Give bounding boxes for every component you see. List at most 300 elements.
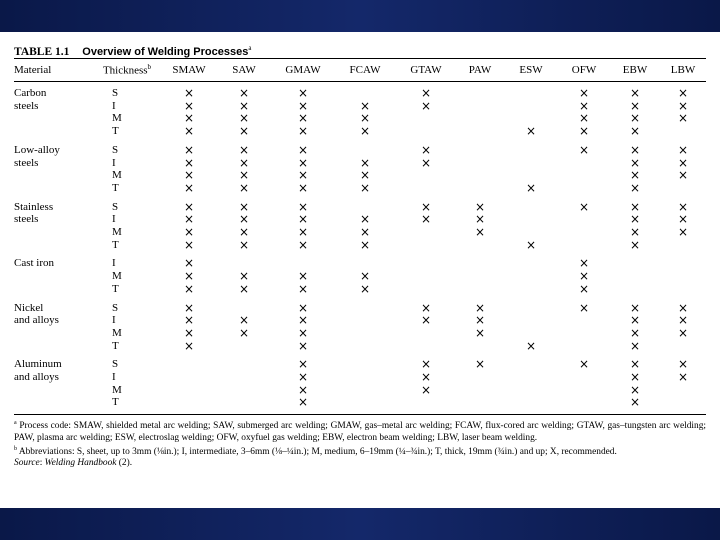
recommended-mark: ×: [359, 98, 371, 113]
recommended-mark: ×: [297, 212, 309, 227]
process-cell-esw: [504, 126, 558, 139]
recommended-mark: ×: [629, 395, 641, 410]
thickness-cell: S: [112, 200, 119, 213]
recommended-mark: ×: [297, 382, 309, 397]
table-body: [14, 82, 706, 415]
recommended-mark: ×: [629, 155, 641, 170]
recommended-mark: ×: [297, 98, 309, 113]
process-cell-ebw: [610, 252, 660, 271]
process-cell-lbw: [660, 170, 706, 183]
recommended-mark: ×: [420, 370, 432, 385]
recommended-mark: ×: [629, 168, 641, 183]
recommended-mark: ×: [578, 281, 590, 296]
material-cell: and alloys: [14, 314, 59, 327]
process-cell-gtaw: [396, 98, 456, 114]
recommended-mark: ×: [238, 225, 250, 240]
process-cell-ofw: [558, 281, 610, 297]
thickness-cell: M: [112, 326, 122, 339]
recommended-mark: ×: [677, 357, 689, 372]
recommended-mark: ×: [297, 180, 309, 195]
recommended-mark: ×: [238, 155, 250, 170]
top-border-band: [0, 0, 720, 32]
process-cell-gtaw: [396, 397, 456, 414]
thickness-cell: M: [112, 112, 122, 125]
process-cell-fcaw: [334, 397, 396, 414]
process-cell-ofw: [558, 397, 610, 414]
recommended-mark: ×: [677, 225, 689, 240]
process-cell-gtaw: [396, 271, 456, 284]
process-cell-saw: [216, 397, 272, 414]
material-cell: Aluminum: [14, 358, 62, 371]
recommended-mark: ×: [183, 155, 195, 170]
process-cell-ebw: [610, 284, 660, 297]
table-caption: [14, 40, 706, 56]
table-row: [14, 341, 706, 354]
table-row: [14, 183, 706, 196]
process-cell-fcaw: [334, 126, 396, 139]
recommended-mark: ×: [578, 199, 590, 214]
process-cell-lbw: [660, 126, 706, 139]
process-cell-smaw: [162, 281, 216, 297]
process-cell-gtaw: [396, 170, 456, 183]
recommended-mark: ×: [629, 180, 641, 195]
slide-content: [0, 32, 720, 508]
thickness-cell: S: [112, 301, 119, 314]
material-cell: steels: [14, 213, 39, 226]
process-cell-smaw: [162, 126, 216, 139]
recommended-mark: ×: [420, 212, 432, 227]
process-cell-gtaw: [396, 240, 456, 253]
recommended-mark: ×: [183, 168, 195, 183]
recommended-mark: ×: [359, 111, 371, 126]
recommended-mark: ×: [183, 199, 195, 214]
process-cell-ofw: [558, 183, 610, 196]
recommended-mark: ×: [629, 124, 641, 139]
recommended-mark: ×: [238, 180, 250, 195]
recommended-mark: ×: [238, 199, 250, 214]
recommended-mark: ×: [359, 269, 371, 284]
recommended-mark: ×: [677, 98, 689, 113]
thickness-cell: M: [112, 226, 122, 239]
process-cell-fcaw: [334, 297, 396, 316]
process-cell-paw: [456, 227, 504, 240]
recommended-mark: ×: [677, 313, 689, 328]
process-cell-ofw: [558, 315, 610, 328]
source-label: Source: [14, 458, 40, 469]
process-header-paw: PAW: [456, 59, 504, 82]
thickness-cell: S: [112, 87, 119, 99]
recommended-mark: ×: [183, 86, 195, 100]
process-cell-fcaw: [334, 315, 396, 328]
process-cell-gtaw: [396, 382, 456, 398]
footnote-a: [14, 418, 706, 444]
process-cell-smaw: [162, 353, 216, 372]
process-cell-lbw: [660, 227, 706, 240]
thickness-cell: I: [112, 213, 116, 226]
footnote-b-mark: b: [14, 445, 17, 452]
material-cell: [14, 284, 92, 297]
recommended-mark: ×: [474, 325, 486, 340]
thickness-cell: M: [112, 383, 122, 396]
process-cell-paw: [456, 158, 504, 171]
process-cell-esw: [504, 284, 558, 297]
process-cell-ofw: [558, 139, 610, 158]
bottom-border-band: [0, 508, 720, 540]
recommended-mark: ×: [238, 212, 250, 227]
recommended-mark: ×: [238, 281, 250, 296]
recommended-mark: ×: [677, 325, 689, 340]
recommended-mark: ×: [359, 225, 371, 240]
process-cell-lbw: [660, 341, 706, 354]
process-cell-ofw: [558, 353, 610, 372]
thickness-cell: S: [112, 143, 119, 156]
recommended-mark: ×: [629, 300, 641, 315]
table-row: [14, 297, 706, 316]
process-cell-saw: [216, 180, 272, 196]
recommended-mark: ×: [183, 225, 195, 240]
process-cell-gtaw: [396, 315, 456, 328]
process-cell-esw: [504, 271, 558, 284]
process-cell-esw: [504, 196, 558, 215]
recommended-mark: ×: [297, 225, 309, 240]
recommended-mark: ×: [297, 300, 309, 315]
table-row: [14, 397, 706, 414]
process-cell-fcaw: [334, 180, 396, 196]
process-cell-esw: [504, 397, 558, 414]
recommended-mark: ×: [183, 111, 195, 126]
recommended-mark: ×: [238, 313, 250, 328]
recommended-mark: ×: [297, 86, 309, 100]
process-cell-paw: [456, 385, 504, 398]
recommended-mark: ×: [238, 98, 250, 113]
process-cell-paw: [456, 183, 504, 196]
process-cell-gtaw: [396, 328, 456, 341]
recommended-mark: ×: [420, 86, 432, 100]
recommended-mark: ×: [297, 313, 309, 328]
thickness-cell: T: [112, 396, 119, 409]
recommended-mark: ×: [420, 357, 432, 372]
process-cell-gmaw: [272, 180, 334, 196]
process-cell-gtaw: [396, 214, 456, 227]
material-header: Material: [14, 59, 92, 82]
process-cell-ebw: [610, 397, 660, 414]
recommended-mark: ×: [629, 325, 641, 340]
recommended-mark: ×: [297, 168, 309, 183]
recommended-mark: ×: [297, 237, 309, 252]
recommended-mark: ×: [578, 256, 590, 271]
recommended-mark: ×: [578, 86, 590, 100]
process-cell-lbw: [660, 284, 706, 297]
process-cell-ebw: [610, 338, 660, 354]
recommended-mark: ×: [578, 269, 590, 284]
process-cell-smaw: [162, 338, 216, 354]
recommended-mark: ×: [359, 212, 371, 227]
recommended-mark: ×: [629, 338, 641, 353]
process-cell-saw: [216, 325, 272, 341]
process-cell-lbw: [660, 385, 706, 398]
process-cell-saw: [216, 341, 272, 354]
table-header-row: [14, 59, 706, 82]
recommended-mark: ×: [238, 237, 250, 252]
process-cell-fcaw: [334, 281, 396, 297]
recommended-mark: ×: [474, 357, 486, 372]
material-cell: [14, 170, 92, 183]
process-cell-ofw: [558, 126, 610, 139]
process-cell-ofw: [558, 240, 610, 253]
process-header-esw: ESW: [504, 59, 558, 82]
process-cell-paw: [456, 372, 504, 385]
recommended-mark: ×: [629, 370, 641, 385]
recommended-mark: ×: [420, 313, 432, 328]
thickness-cell: T: [112, 282, 119, 295]
recommended-mark: ×: [297, 395, 309, 410]
recommended-mark: ×: [359, 237, 371, 252]
recommended-mark: ×: [474, 199, 486, 214]
process-cell-fcaw: [334, 328, 396, 341]
recommended-mark: ×: [297, 338, 309, 353]
process-cell-paw: [456, 139, 504, 158]
process-header-ebw: EBW: [610, 59, 660, 82]
process-cell-esw: [504, 315, 558, 328]
recommended-mark: ×: [183, 338, 195, 353]
process-cell-ebw: [610, 271, 660, 284]
process-cell-gtaw: [396, 341, 456, 354]
material-cell: Carbon: [14, 87, 47, 99]
process-cell-gtaw: [396, 252, 456, 271]
thickness-cell: I: [112, 257, 116, 270]
recommended-mark: ×: [525, 338, 537, 353]
recommended-mark: ×: [578, 357, 590, 372]
process-cell-gmaw: [272, 281, 334, 297]
recommended-mark: ×: [238, 111, 250, 126]
process-cell-lbw: [660, 113, 706, 126]
process-cell-saw: [216, 237, 272, 253]
process-cell-lbw: [660, 240, 706, 253]
process-cell-esw: [504, 353, 558, 372]
recommended-mark: ×: [677, 212, 689, 227]
recommended-mark: ×: [677, 300, 689, 315]
recommended-mark: ×: [297, 325, 309, 340]
process-cell-ofw: [558, 297, 610, 316]
recommended-mark: ×: [677, 199, 689, 214]
process-cell-ofw: [558, 385, 610, 398]
material-cell: [14, 341, 92, 354]
material-cell: [14, 126, 92, 139]
process-cell-ebw: [610, 237, 660, 253]
recommended-mark: ×: [420, 300, 432, 315]
process-cell-fcaw: [334, 385, 396, 398]
recommended-mark: ×: [297, 269, 309, 284]
recommended-mark: ×: [629, 313, 641, 328]
recommended-mark: ×: [238, 269, 250, 284]
process-cell-paw: [456, 113, 504, 126]
recommended-mark: ×: [629, 199, 641, 214]
recommended-mark: ×: [183, 124, 195, 139]
recommended-mark: ×: [629, 225, 641, 240]
recommended-mark: ×: [677, 168, 689, 183]
footnote-b: [14, 444, 706, 458]
title-footnote-mark: a: [248, 44, 252, 52]
table-row: [14, 126, 706, 139]
recommended-mark: ×: [297, 155, 309, 170]
process-cell-saw: [216, 385, 272, 398]
recommended-mark: ×: [629, 86, 641, 100]
process-header-gmaw: GMAW: [272, 59, 334, 82]
process-cell-smaw: [162, 397, 216, 414]
material-cell: [14, 113, 92, 126]
recommended-mark: ×: [525, 124, 537, 139]
recommended-mark: ×: [183, 237, 195, 252]
recommended-mark: ×: [183, 212, 195, 227]
process-cell-gtaw: [396, 126, 456, 139]
process-cell-gtaw: [396, 227, 456, 240]
process-cell-paw: [456, 126, 504, 139]
process-cell-lbw: [660, 271, 706, 284]
recommended-mark: ×: [297, 357, 309, 372]
recommended-mark: ×: [525, 237, 537, 252]
process-cell-ofw: [558, 196, 610, 215]
process-cell-paw: [456, 170, 504, 183]
process-cell-esw: [504, 139, 558, 158]
recommended-mark: ×: [297, 199, 309, 214]
process-cell-esw: [504, 252, 558, 271]
recommended-mark: ×: [420, 382, 432, 397]
process-cell-lbw: [660, 252, 706, 271]
recommended-mark: ×: [578, 98, 590, 113]
recommended-mark: ×: [629, 357, 641, 372]
process-cell-paw: [456, 252, 504, 271]
recommended-mark: ×: [629, 382, 641, 397]
process-cell-paw: [456, 101, 504, 114]
process-cell-ofw: [558, 341, 610, 354]
thickness-cell: I: [112, 371, 116, 384]
material-cell: [14, 271, 92, 284]
thickness-cell: T: [112, 339, 119, 352]
recommended-mark: ×: [525, 180, 537, 195]
process-cell-esw: [504, 237, 558, 253]
recommended-mark: ×: [677, 155, 689, 170]
process-cell-esw: [504, 214, 558, 227]
source-title: Welding Handbook: [44, 458, 117, 469]
recommended-mark: ×: [677, 142, 689, 157]
process-cell-saw: [216, 353, 272, 372]
process-cell-gtaw: [396, 183, 456, 196]
recommended-mark: ×: [238, 86, 250, 100]
recommended-mark: ×: [359, 281, 371, 296]
recommended-mark: ×: [183, 256, 195, 271]
table-footnotes: [14, 418, 706, 469]
process-cell-gmaw: [272, 126, 334, 139]
material-cell: [14, 227, 92, 240]
process-cell-paw: [456, 341, 504, 354]
process-cell-lbw: [660, 372, 706, 385]
thickness-cell: M: [112, 169, 122, 182]
process-cell-gmaw: [272, 237, 334, 253]
table-row: [14, 328, 706, 341]
process-cell-gtaw: [396, 284, 456, 297]
thickness-cell: T: [112, 125, 119, 138]
process-header-gtaw: GTAW: [396, 59, 456, 82]
process-cell-fcaw: [334, 237, 396, 253]
process-cell-esw: [504, 372, 558, 385]
recommended-mark: ×: [677, 370, 689, 385]
recommended-mark: ×: [677, 111, 689, 126]
process-cell-smaw: [162, 372, 216, 385]
recommended-mark: ×: [183, 98, 195, 113]
process-cell-ofw: [558, 328, 610, 341]
process-cell-paw: [456, 325, 504, 341]
process-cell-esw: [504, 338, 558, 354]
process-cell-lbw: [660, 397, 706, 414]
source-ref: (2).: [116, 458, 133, 469]
process-cell-lbw: [660, 325, 706, 341]
thickness-header-label: Thickness: [102, 64, 148, 77]
table-number: TABLE 1.1: [14, 45, 70, 58]
recommended-mark: ×: [297, 142, 309, 157]
process-header-lbw: LBW: [660, 59, 706, 82]
recommended-mark: ×: [578, 124, 590, 139]
table-row: [14, 240, 706, 253]
material-cell: [14, 240, 92, 253]
source-line: Source: Welding Handbook (2).: [14, 458, 133, 469]
process-cell-ofw: [558, 227, 610, 240]
process-cell-fcaw: [334, 372, 396, 385]
process-cell-paw: [456, 353, 504, 372]
process-header-saw: SAW: [216, 59, 272, 82]
process-cell-fcaw: [334, 341, 396, 354]
recommended-mark: ×: [183, 142, 195, 157]
table-row: [14, 372, 706, 385]
recommended-mark: ×: [297, 281, 309, 296]
recommended-mark: ×: [183, 300, 195, 315]
thickness-cell: M: [112, 270, 122, 283]
recommended-mark: ×: [420, 98, 432, 113]
thickness-cell: I: [112, 314, 116, 327]
recommended-mark: ×: [474, 300, 486, 315]
process-cell-esw: [504, 385, 558, 398]
process-cell-paw: [456, 240, 504, 253]
recommended-mark: ×: [183, 269, 195, 284]
recommended-mark: ×: [578, 142, 590, 157]
process-cell-paw: [456, 397, 504, 414]
recommended-mark: ×: [359, 155, 371, 170]
process-cell-gmaw: [272, 338, 334, 354]
recommended-mark: ×: [359, 124, 371, 139]
process-cell-esw: [504, 101, 558, 114]
recommended-mark: ×: [629, 111, 641, 126]
welding-process-table: [14, 58, 706, 415]
footnote-b-text: Abbreviations: S, sheet, up to 3mm (⅛in.); I, intermediate, 3–6mm (⅛–¼in.); M, medium, 6–19mm (¼–¾in.); T, thick, 19mm (¾in.) and up; X, recommended.: [17, 446, 617, 457]
process-cell-saw: [216, 372, 272, 385]
process-cell-paw: [456, 284, 504, 297]
process-header-ofw: OFW: [558, 59, 610, 82]
recommended-mark: ×: [238, 325, 250, 340]
material-cell: [14, 328, 92, 341]
material-cell: Nickel: [14, 301, 44, 314]
process-cell-paw: [456, 271, 504, 284]
recommended-mark: ×: [359, 168, 371, 183]
recommended-mark: ×: [629, 98, 641, 113]
process-cell-saw: [216, 126, 272, 139]
process-cell-lbw: [660, 183, 706, 196]
thickness-header: [92, 59, 162, 82]
process-cell-saw: [216, 281, 272, 297]
recommended-mark: ×: [474, 313, 486, 328]
thickness-cell: T: [112, 181, 119, 194]
process-cell-ofw: [558, 372, 610, 385]
recommended-mark: ×: [183, 313, 195, 328]
recommended-mark: ×: [297, 370, 309, 385]
